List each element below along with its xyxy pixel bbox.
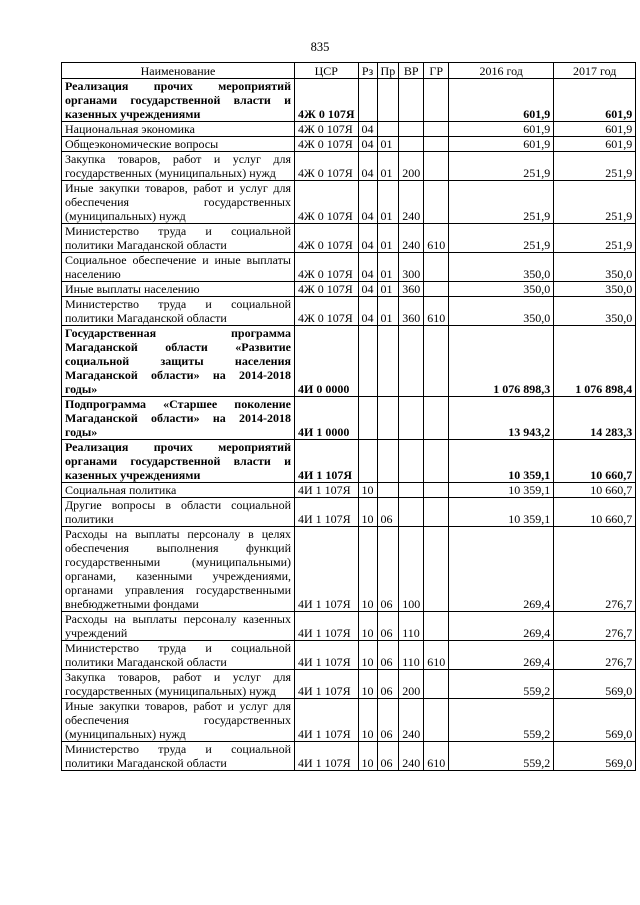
row-amount-2017: 569,0: [554, 742, 636, 771]
row-amount-2016: 1 076 898,3: [449, 326, 554, 397]
row-name: Социальная политика: [62, 483, 295, 498]
row-pr: [377, 483, 399, 498]
row-gr: [424, 137, 449, 152]
page-number: 835: [310, 40, 330, 54]
row-csr: 4И 1 107Я: [295, 498, 359, 527]
budget-table: [61, 62, 636, 771]
row-csr: 4И 1 107Я: [295, 699, 359, 742]
row-amount-2016: 269,4: [449, 641, 554, 670]
row-pr: [377, 122, 399, 137]
row-vr: 110: [399, 612, 424, 641]
table-header: [62, 63, 636, 79]
row-amount-2017: 10 660,7: [554, 440, 636, 483]
row-rz: 10: [358, 699, 377, 742]
row-amount-2016: 350,0: [449, 297, 554, 326]
row-amount-2016: 559,2: [449, 742, 554, 771]
row-csr: 4И 1 107Я: [295, 641, 359, 670]
row-amount-2016: 601,9: [449, 79, 554, 122]
row-rz: 10: [358, 527, 377, 612]
column-header-rz: Рз: [358, 63, 377, 79]
column-header-name: Наименование: [62, 63, 295, 79]
row-name: Иные выплаты населению: [62, 282, 295, 297]
table-row: [62, 742, 636, 771]
row-vr: [399, 440, 424, 483]
row-csr: 4И 1 107Я: [295, 742, 359, 771]
row-name: Общеэкономические вопросы: [62, 137, 295, 152]
row-vr: [399, 79, 424, 122]
row-name: Министерство труда и социальной политики Магаданской области: [62, 742, 295, 771]
row-csr: 4Ж 0 107Я: [295, 297, 359, 326]
row-amount-2017: 251,9: [554, 181, 636, 224]
row-csr: 4Ж 0 107Я: [295, 224, 359, 253]
row-gr: [424, 326, 449, 397]
row-pr: 06: [377, 670, 399, 699]
row-vr: 240: [399, 742, 424, 771]
row-amount-2016: 601,9: [449, 137, 554, 152]
row-amount-2017: 10 660,7: [554, 483, 636, 498]
row-vr: [399, 397, 424, 440]
row-gr: 610: [424, 297, 449, 326]
row-rz: 10: [358, 670, 377, 699]
row-csr: 4И 0 0000: [295, 326, 359, 397]
row-pr: 01: [377, 181, 399, 224]
row-vr: [399, 498, 424, 527]
table-row: [62, 397, 636, 440]
row-rz: 04: [358, 224, 377, 253]
row-rz: 04: [358, 181, 377, 224]
row-amount-2017: 601,9: [554, 79, 636, 122]
row-gr: [424, 122, 449, 137]
row-gr: 610: [424, 742, 449, 771]
row-pr: 06: [377, 742, 399, 771]
row-gr: 610: [424, 641, 449, 670]
row-gr: [424, 253, 449, 282]
row-pr: 01: [377, 297, 399, 326]
table-row: [62, 137, 636, 152]
row-name: Министерство труда и социальной политики Магаданской области: [62, 641, 295, 670]
row-amount-2016: 251,9: [449, 181, 554, 224]
row-amount-2017: 601,9: [554, 137, 636, 152]
row-pr: [377, 397, 399, 440]
column-header-pr: Пр: [377, 63, 399, 79]
row-gr: [424, 527, 449, 612]
row-name: Реализация прочих мероприятий органами государственной власти и казенных учреждениями: [62, 79, 295, 122]
table-body: [62, 79, 636, 771]
row-rz: [358, 79, 377, 122]
table-row: [62, 253, 636, 282]
row-pr: 01: [377, 253, 399, 282]
row-amount-2017: 1 076 898,4: [554, 326, 636, 397]
row-gr: [424, 181, 449, 224]
row-csr: 4И 1 107Я: [295, 440, 359, 483]
row-pr: 06: [377, 612, 399, 641]
table-row: [62, 641, 636, 670]
row-name: Иные закупки товаров, работ и услуг для обеспечения государственных (муниципальных) нужд: [62, 181, 295, 224]
row-csr: 4Ж 0 107Я: [295, 122, 359, 137]
row-vr: [399, 483, 424, 498]
row-gr: [424, 498, 449, 527]
row-csr: 4Ж 0 107Я: [295, 253, 359, 282]
row-vr: 360: [399, 282, 424, 297]
row-pr: 01: [377, 282, 399, 297]
row-csr: 4И 1 107Я: [295, 670, 359, 699]
row-amount-2016: 559,2: [449, 670, 554, 699]
row-pr: 01: [377, 152, 399, 181]
row-gr: [424, 152, 449, 181]
row-vr: 240: [399, 224, 424, 253]
row-amount-2016: 251,9: [449, 224, 554, 253]
row-amount-2016: 10 359,1: [449, 483, 554, 498]
row-vr: 200: [399, 152, 424, 181]
row-amount-2016: 269,4: [449, 612, 554, 641]
row-name: Расходы на выплаты персоналу казенных учреждений: [62, 612, 295, 641]
row-name: Закупка товаров, работ и услуг для государственных (муниципальных) нужд: [62, 152, 295, 181]
row-rz: 10: [358, 742, 377, 771]
table-row: [62, 326, 636, 397]
row-vr: [399, 326, 424, 397]
row-amount-2017: 601,9: [554, 122, 636, 137]
row-amount-2016: 251,9: [449, 152, 554, 181]
row-csr: 4Ж 0 107Я: [295, 181, 359, 224]
row-name: Государственная программа Магаданской области «Развитие социальной защиты населения Магаданской области» на 2014-2018 годы»: [62, 326, 295, 397]
row-csr: 4Ж 0 107Я: [295, 79, 359, 122]
row-name: Закупка товаров, работ и услуг для государственных (муниципальных) нужд: [62, 670, 295, 699]
row-name: Другие вопросы в области социальной политики: [62, 498, 295, 527]
row-vr: [399, 137, 424, 152]
row-amount-2016: 269,4: [449, 527, 554, 612]
table-row: [62, 224, 636, 253]
table-row: [62, 181, 636, 224]
row-amount-2016: 10 359,1: [449, 440, 554, 483]
row-amount-2017: 350,0: [554, 253, 636, 282]
row-rz: 10: [358, 612, 377, 641]
row-rz: 04: [358, 122, 377, 137]
column-header-2017: 2017 год: [554, 63, 636, 79]
row-amount-2017: 350,0: [554, 297, 636, 326]
row-name: Расходы на выплаты персоналу в целях обеспечения выполнения функций государственными (муниципальными) органами, казенными учреждениями, органами управления государственными внебюджетными фондами: [62, 527, 295, 612]
row-vr: 200: [399, 670, 424, 699]
row-amount-2016: 13 943,2: [449, 397, 554, 440]
table-row: [62, 699, 636, 742]
table-row: [62, 612, 636, 641]
row-amount-2017: 251,9: [554, 224, 636, 253]
row-pr: 06: [377, 498, 399, 527]
row-gr: 610: [424, 224, 449, 253]
row-csr: 4И 1 107Я: [295, 527, 359, 612]
row-name: Министерство труда и социальной политики Магаданской области: [62, 224, 295, 253]
table-row: [62, 282, 636, 297]
row-rz: 10: [358, 483, 377, 498]
row-amount-2017: 14 283,3: [554, 397, 636, 440]
row-vr: 240: [399, 699, 424, 742]
row-rz: [358, 326, 377, 397]
row-pr: 06: [377, 527, 399, 612]
row-gr: [424, 397, 449, 440]
row-rz: 04: [358, 297, 377, 326]
row-amount-2016: 601,9: [449, 122, 554, 137]
row-pr: [377, 326, 399, 397]
row-csr: 4И 1 0000: [295, 397, 359, 440]
table-row: [62, 122, 636, 137]
table-row: [62, 483, 636, 498]
table-row: [62, 498, 636, 527]
row-amount-2017: 350,0: [554, 282, 636, 297]
row-csr: 4И 1 107Я: [295, 612, 359, 641]
row-name: Социальное обеспечение и иные выплаты населению: [62, 253, 295, 282]
table-row: [62, 152, 636, 181]
row-amount-2016: 350,0: [449, 253, 554, 282]
row-gr: [424, 670, 449, 699]
column-header-gr: ГР: [424, 63, 449, 79]
row-amount-2017: 276,7: [554, 527, 636, 612]
row-amount-2017: 10 660,7: [554, 498, 636, 527]
row-gr: [424, 440, 449, 483]
row-pr: [377, 440, 399, 483]
row-rz: [358, 397, 377, 440]
row-pr: 06: [377, 699, 399, 742]
row-amount-2016: 10 359,1: [449, 498, 554, 527]
row-name: Национальная экономика: [62, 122, 295, 137]
row-rz: 04: [358, 282, 377, 297]
row-amount-2017: 276,7: [554, 612, 636, 641]
row-vr: 240: [399, 181, 424, 224]
column-header-2016: 2016 год: [449, 63, 554, 79]
row-vr: 300: [399, 253, 424, 282]
row-gr: [424, 612, 449, 641]
row-gr: [424, 282, 449, 297]
row-name: Иные закупки товаров, работ и услуг для обеспечения государственных (муниципальных) нужд: [62, 699, 295, 742]
row-amount-2017: 251,9: [554, 152, 636, 181]
table-row: [62, 527, 636, 612]
row-csr: 4Ж 0 107Я: [295, 137, 359, 152]
row-pr: 01: [377, 224, 399, 253]
row-vr: [399, 122, 424, 137]
row-amount-2017: 276,7: [554, 641, 636, 670]
row-rz: 04: [358, 137, 377, 152]
row-gr: [424, 483, 449, 498]
row-csr: 4Ж 0 107Я: [295, 282, 359, 297]
row-rz: 10: [358, 498, 377, 527]
row-amount-2016: 559,2: [449, 699, 554, 742]
table-row: [62, 440, 636, 483]
row-vr: 360: [399, 297, 424, 326]
row-csr: 4Ж 0 107Я: [295, 152, 359, 181]
row-name: Министерство труда и социальной политики Магаданской области: [62, 297, 295, 326]
row-vr: 100: [399, 527, 424, 612]
row-rz: 04: [358, 152, 377, 181]
row-gr: [424, 79, 449, 122]
row-pr: [377, 79, 399, 122]
table-row: [62, 297, 636, 326]
row-amount-2017: 569,0: [554, 699, 636, 742]
table-row: [62, 79, 636, 122]
row-rz: [358, 440, 377, 483]
row-pr: 06: [377, 641, 399, 670]
column-header-vr: ВР: [399, 63, 424, 79]
row-rz: 10: [358, 641, 377, 670]
row-name: Реализация прочих мероприятий органами государственной власти и казенных учреждениями: [62, 440, 295, 483]
row-pr: 01: [377, 137, 399, 152]
row-name: Подпрограмма «Старшее поколение Магаданской области» на 2014-2018 годы»: [62, 397, 295, 440]
row-csr: 4И 1 107Я: [295, 483, 359, 498]
row-gr: [424, 699, 449, 742]
column-header-csr: ЦСР: [295, 63, 359, 79]
row-amount-2017: 569,0: [554, 670, 636, 699]
row-rz: 04: [358, 253, 377, 282]
row-vr: 110: [399, 641, 424, 670]
table-row: [62, 670, 636, 699]
row-amount-2016: 350,0: [449, 282, 554, 297]
